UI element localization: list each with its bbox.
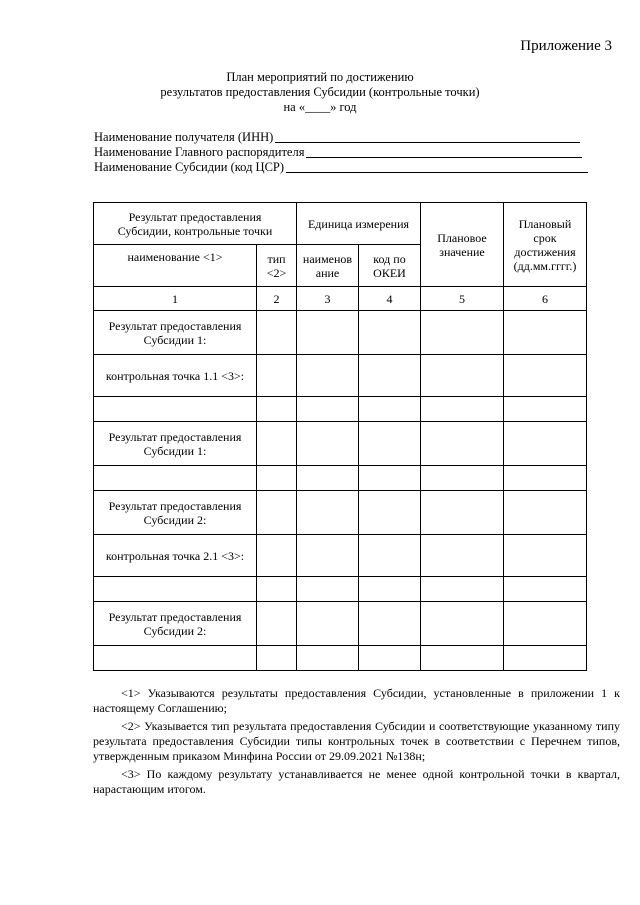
control-point-label: контрольная точка 2.1 <3>: [94, 535, 257, 577]
table-cell [504, 422, 587, 466]
table-cell [421, 602, 504, 646]
table-cell [421, 646, 504, 671]
appendix-label: Приложение 3 [520, 38, 612, 54]
table-cell [297, 355, 359, 397]
table-cell [421, 466, 504, 491]
table-row [94, 602, 587, 646]
table-row [94, 577, 587, 602]
table-cell [257, 602, 297, 646]
table-cell [94, 577, 257, 602]
table-cell [297, 577, 359, 602]
table-cell [359, 397, 421, 422]
table-cell [504, 355, 587, 397]
table-cell [297, 602, 359, 646]
table-row [94, 422, 587, 466]
table-cell [94, 397, 257, 422]
table-cell [297, 397, 359, 422]
table-cell [257, 577, 297, 602]
header-name: наименование <1> [94, 245, 257, 287]
table-cell [257, 466, 297, 491]
column-numbers-row [94, 287, 587, 311]
table-cell [421, 535, 504, 577]
header-okei: код по ОКЕИ [359, 245, 421, 287]
table-cell [421, 491, 504, 535]
table-cell [257, 491, 297, 535]
table-row [94, 466, 587, 491]
header-type: тип <2> [257, 245, 297, 287]
header-result-group: Результат предоставления Субсидии, контрольные точки [94, 203, 297, 245]
subsidy-field [94, 160, 588, 175]
result-label: Результат предоставления Субсидии 2: [94, 602, 257, 646]
table-cell [504, 491, 587, 535]
header-row-1 [94, 203, 587, 245]
table-cell [504, 535, 587, 577]
table-cell [94, 646, 257, 671]
table-cell [504, 466, 587, 491]
header-fields [94, 130, 588, 175]
title-line-1: План мероприятий по достижению [226, 70, 414, 84]
table-cell [359, 311, 421, 355]
table-cell [359, 491, 421, 535]
table-cell [257, 422, 297, 466]
table-cell [297, 646, 359, 671]
document-title [0, 70, 640, 115]
header-planned-date: Плановый срок достижения (дд.мм.гггг.) [504, 203, 587, 287]
table-row [94, 397, 587, 422]
table-cell [421, 577, 504, 602]
table-cell [504, 397, 587, 422]
result-label: Результат предоставления Субсидии 1: [94, 422, 257, 466]
table-cell [359, 577, 421, 602]
column-number: 1 [94, 287, 257, 311]
table-cell [359, 355, 421, 397]
plan-table [93, 202, 587, 671]
table-cell [297, 311, 359, 355]
table-cell [359, 646, 421, 671]
table-cell [504, 646, 587, 671]
footnote-2: <2> Указывается тип результата предоставления Субсидии и соответствующие указанному типу результата предоставления Субсидии типы контрольных точек в соответствии с Перечнем типов, утвержденным приказом Минфина России от 29.09.2021 №138н; [93, 719, 620, 763]
manager-label: Наименование Главного распорядителя [94, 145, 305, 159]
table-cell [297, 422, 359, 466]
column-number: 3 [297, 287, 359, 311]
manager-blank-line [306, 157, 582, 158]
title-line-3: на «____» год [283, 100, 357, 114]
recipient-label: Наименование получателя (ИНН) [94, 130, 274, 144]
result-label: Результат предоставления Субсидии 1: [94, 311, 257, 355]
table-cell [359, 422, 421, 466]
table-cell [257, 535, 297, 577]
table-cell [94, 466, 257, 491]
table-row [94, 491, 587, 535]
title-line-2: результатов предоставления Субсидии (контрольные точки) [160, 85, 480, 99]
table-cell [359, 535, 421, 577]
manager-field [94, 145, 588, 160]
column-number: 6 [504, 287, 587, 311]
table-cell [257, 397, 297, 422]
table-cell [421, 355, 504, 397]
table-cell [504, 311, 587, 355]
subsidy-label: Наименование Субсидии (код ЦСР) [94, 160, 285, 174]
table-cell [297, 466, 359, 491]
table-cell [359, 466, 421, 491]
footnote-3: <3> По каждому результату устанавливается не менее одной контрольной точки в квартал, нарастающим итогом. [93, 767, 620, 796]
table-cell [257, 355, 297, 397]
recipient-blank-line [275, 142, 580, 143]
recipient-field [94, 130, 588, 145]
column-number: 4 [359, 287, 421, 311]
table-cell [421, 311, 504, 355]
table-cell [421, 422, 504, 466]
subsidy-blank-line [286, 172, 588, 173]
table-cell [504, 577, 587, 602]
table-row [94, 535, 587, 577]
header-planned-value: Плановое значение [421, 203, 504, 287]
header-unit-name: наименов ание [297, 245, 359, 287]
footnotes [93, 686, 620, 800]
table-cell [421, 397, 504, 422]
table-row [94, 355, 587, 397]
footnote-1: <1> Указываются результаты предоставления Субсидии, установленные в приложении 1 к настоящему Соглашению; [93, 686, 620, 715]
table-cell [297, 491, 359, 535]
table-cell [297, 535, 359, 577]
result-label: Результат предоставления Субсидии 2: [94, 491, 257, 535]
table-cell [359, 602, 421, 646]
header-unit-group: Единица измерения [297, 203, 421, 245]
control-point-label: контрольная точка 1.1 <3>: [94, 355, 257, 397]
table-cell [257, 646, 297, 671]
table-cell [504, 602, 587, 646]
table-row [94, 646, 587, 671]
table-row [94, 311, 587, 355]
table-cell [257, 311, 297, 355]
column-number: 5 [421, 287, 504, 311]
column-number: 2 [257, 287, 297, 311]
